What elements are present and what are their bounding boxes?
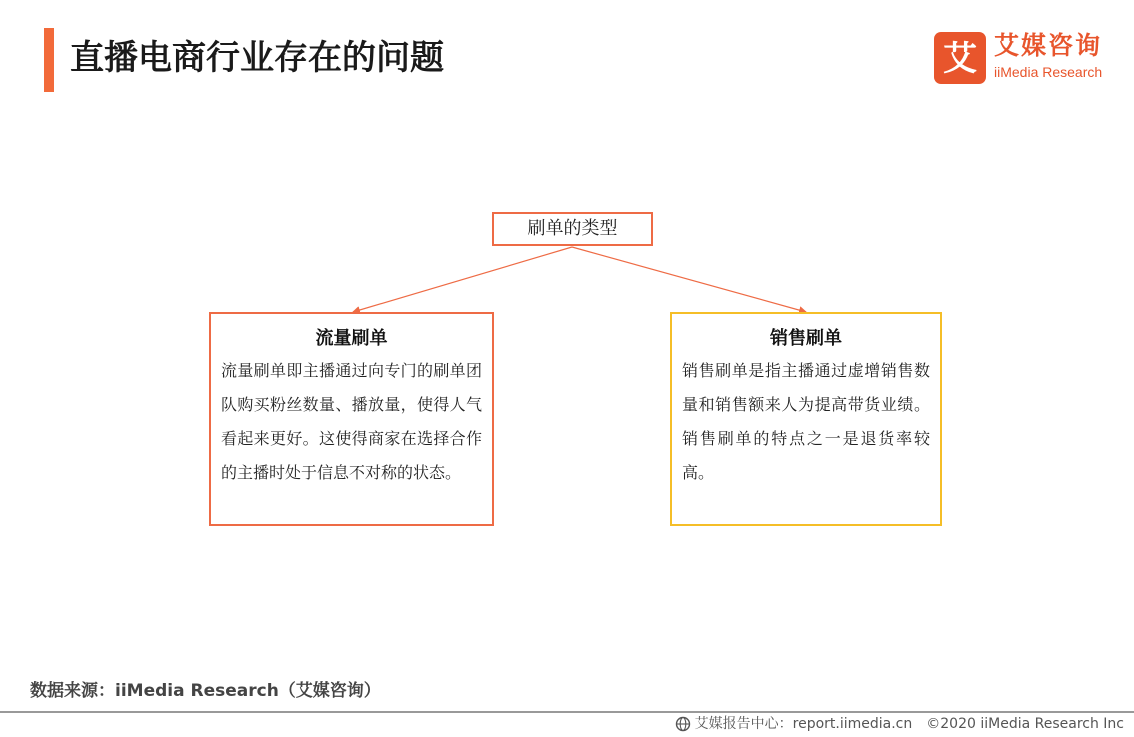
footer-report-site[interactable]: 艾媒报告中心：report.iimedia.cn bbox=[694, 716, 913, 732]
footer-copyright: ©2020 iiMedia Research Inc bbox=[926, 716, 1124, 732]
logo-name-en: iiMedia Research bbox=[994, 64, 1103, 80]
traffic-brushing-card bbox=[209, 312, 494, 526]
page-title: 直播电商行业存在的问题 bbox=[70, 38, 444, 78]
footer bbox=[675, 713, 1124, 735]
traffic-brushing-title: 流量刷单 bbox=[315, 328, 388, 349]
sales-brushing-description: 销售刷单是指主播通过虚增销售数量和销售额来人为提高带货业绩。销售刷单的特点之一是退货率较高。 bbox=[682, 361, 930, 482]
connector-arrow-right bbox=[572, 247, 806, 312]
connector-arrow-left bbox=[353, 247, 572, 312]
traffic-brushing-description: 流量刷单即主播通过向专门的刷单团队购买粉丝数量、播放量，使得人气看起来更好。这使得商家在选择合作的主播时处于信息不对称的状态。 bbox=[221, 361, 482, 482]
globe-icon bbox=[675, 716, 691, 732]
sales-brushing-card bbox=[670, 312, 942, 526]
data-source-note: 数据来源：iiMedia Research（艾媒咨询） bbox=[30, 681, 381, 701]
sales-brushing-title: 销售刷单 bbox=[770, 328, 842, 349]
logo-name-cn: 艾媒咨询 bbox=[994, 31, 1103, 60]
logo-mark-char: 艾 bbox=[943, 39, 977, 79]
diagram-root-node: 刷单的类型 bbox=[492, 212, 653, 246]
